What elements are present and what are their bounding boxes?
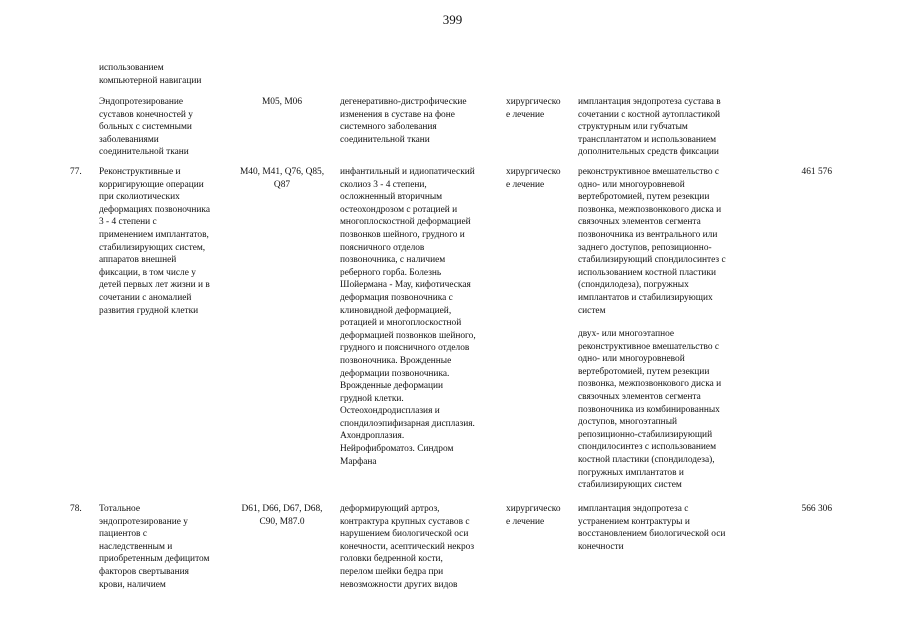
row-77-norm: 461 576 xyxy=(801,167,832,177)
row-77-codes: M40, M41, Q76, Q85, Q87 xyxy=(239,167,325,190)
row-78-norm: 566 306 xyxy=(801,504,832,514)
row-endoprosthesis-name: Эндопротезирование суставов конечностей у больных с системными заболеваниями соединительной ткани xyxy=(99,97,193,158)
page-number: 399 xyxy=(442,12,463,27)
row-78-method: имплантация эндопротеза с устранением контрактуры и восстановлением биологической оси конечности xyxy=(578,504,726,552)
row-77-method-1: реконструктивное вмешательство с одно- или многоуровневой вертебротомией, путем резекции позвонка, межпозвонкового диска и связочных элементов сегмента позвоночника из вентрального или заднего доступов, репозиционно- стабилизирующий спондилосинтез с использованием костной пластики (спондилодеза), погружных имплантатов и стабилизирующих систем xyxy=(578,167,726,316)
row-77-treatment: хирургическо е лечение xyxy=(506,167,561,190)
row-77-method-2: двух- или многоэтапное реконструктивное вмешательство с одно- или многоуровневой вертебротомией, путем резекции позвонка, межпозвонкового диска и связочных элементов сегмента позвоночника из комбинированных доступов, многоэтапный репозиционно-стабилизирующий спондилосинтез с использованием костной пластики (спондилодеза), погружных имплантатов и стабилизирующих систем xyxy=(578,329,722,491)
row-endoprosthesis-codes: M05, M06 xyxy=(261,97,303,107)
row-endoprosthesis-model: дегенеративно-дистрофические изменения в суставе на фоне системного заболевания соединительной ткани xyxy=(340,97,467,145)
row-77-name: Реконструктивные и корригирующие операции при сколиотических деформациях позвоночника 3 - 4 степени с применением имплантатов, стабилизирующих систем, аппаратов внешней фиксации, в том числе у детей первых лет жизни и в сочетании с аномалией развития грудной клетки xyxy=(99,167,211,316)
row-continuation-name: использованием компьютерной навигации xyxy=(99,63,202,86)
row-77-number: 77. xyxy=(70,167,82,177)
row-endoprosthesis-treatment: хирургическо е лечение xyxy=(506,97,561,120)
row-78-name: Тотальное эндопротезирование у пациентов с наследственным и приобретенным дефицитом факторов свертывания крови, наличием xyxy=(99,504,210,590)
row-endoprosthesis-method: имплантация эндопротеза сустава в сочетании с костной аутопластикой структурным или губчатым трансплантатом и использованием дополнительных средств фиксации xyxy=(578,97,721,158)
row-78-codes: D61, D66, D67, D68, C90, M87.0 xyxy=(241,504,323,527)
row-78-model: деформирующий артроз, контрактура крупных суставов с нарушением биологической оси конечности, асептический некроз головки бедренной кости, перелом шейки бедра при невозможности других видов xyxy=(340,504,475,590)
row-78-treatment: хирургическо е лечение xyxy=(506,504,561,527)
row-78-number: 78. xyxy=(70,504,82,514)
row-77-model: инфантильный и идиопатический сколиоз 3 - 4 степени, осложненный вторичным остеохондрозом с ротацией и многоплоскостной деформацией позвонков шейного, грудного и поясничного отделов позвоночника, с наличием реберного горба. Болезнь Шойермана - Мау, кифотическая деформация позвоночника с клиновидной деформацией, ротацией и многоплоскостной деформацией позвонков шейного, грудного и поясничного отделов позвоночника. Врожденные деформации позвоночника. Врожденные деформации грудной клетки. Остеохондродисплазия и спондилоэпифизарная дисплазия. Ахондроплазия. Нейрофиброматоз. Синдром Марфана xyxy=(340,167,476,467)
